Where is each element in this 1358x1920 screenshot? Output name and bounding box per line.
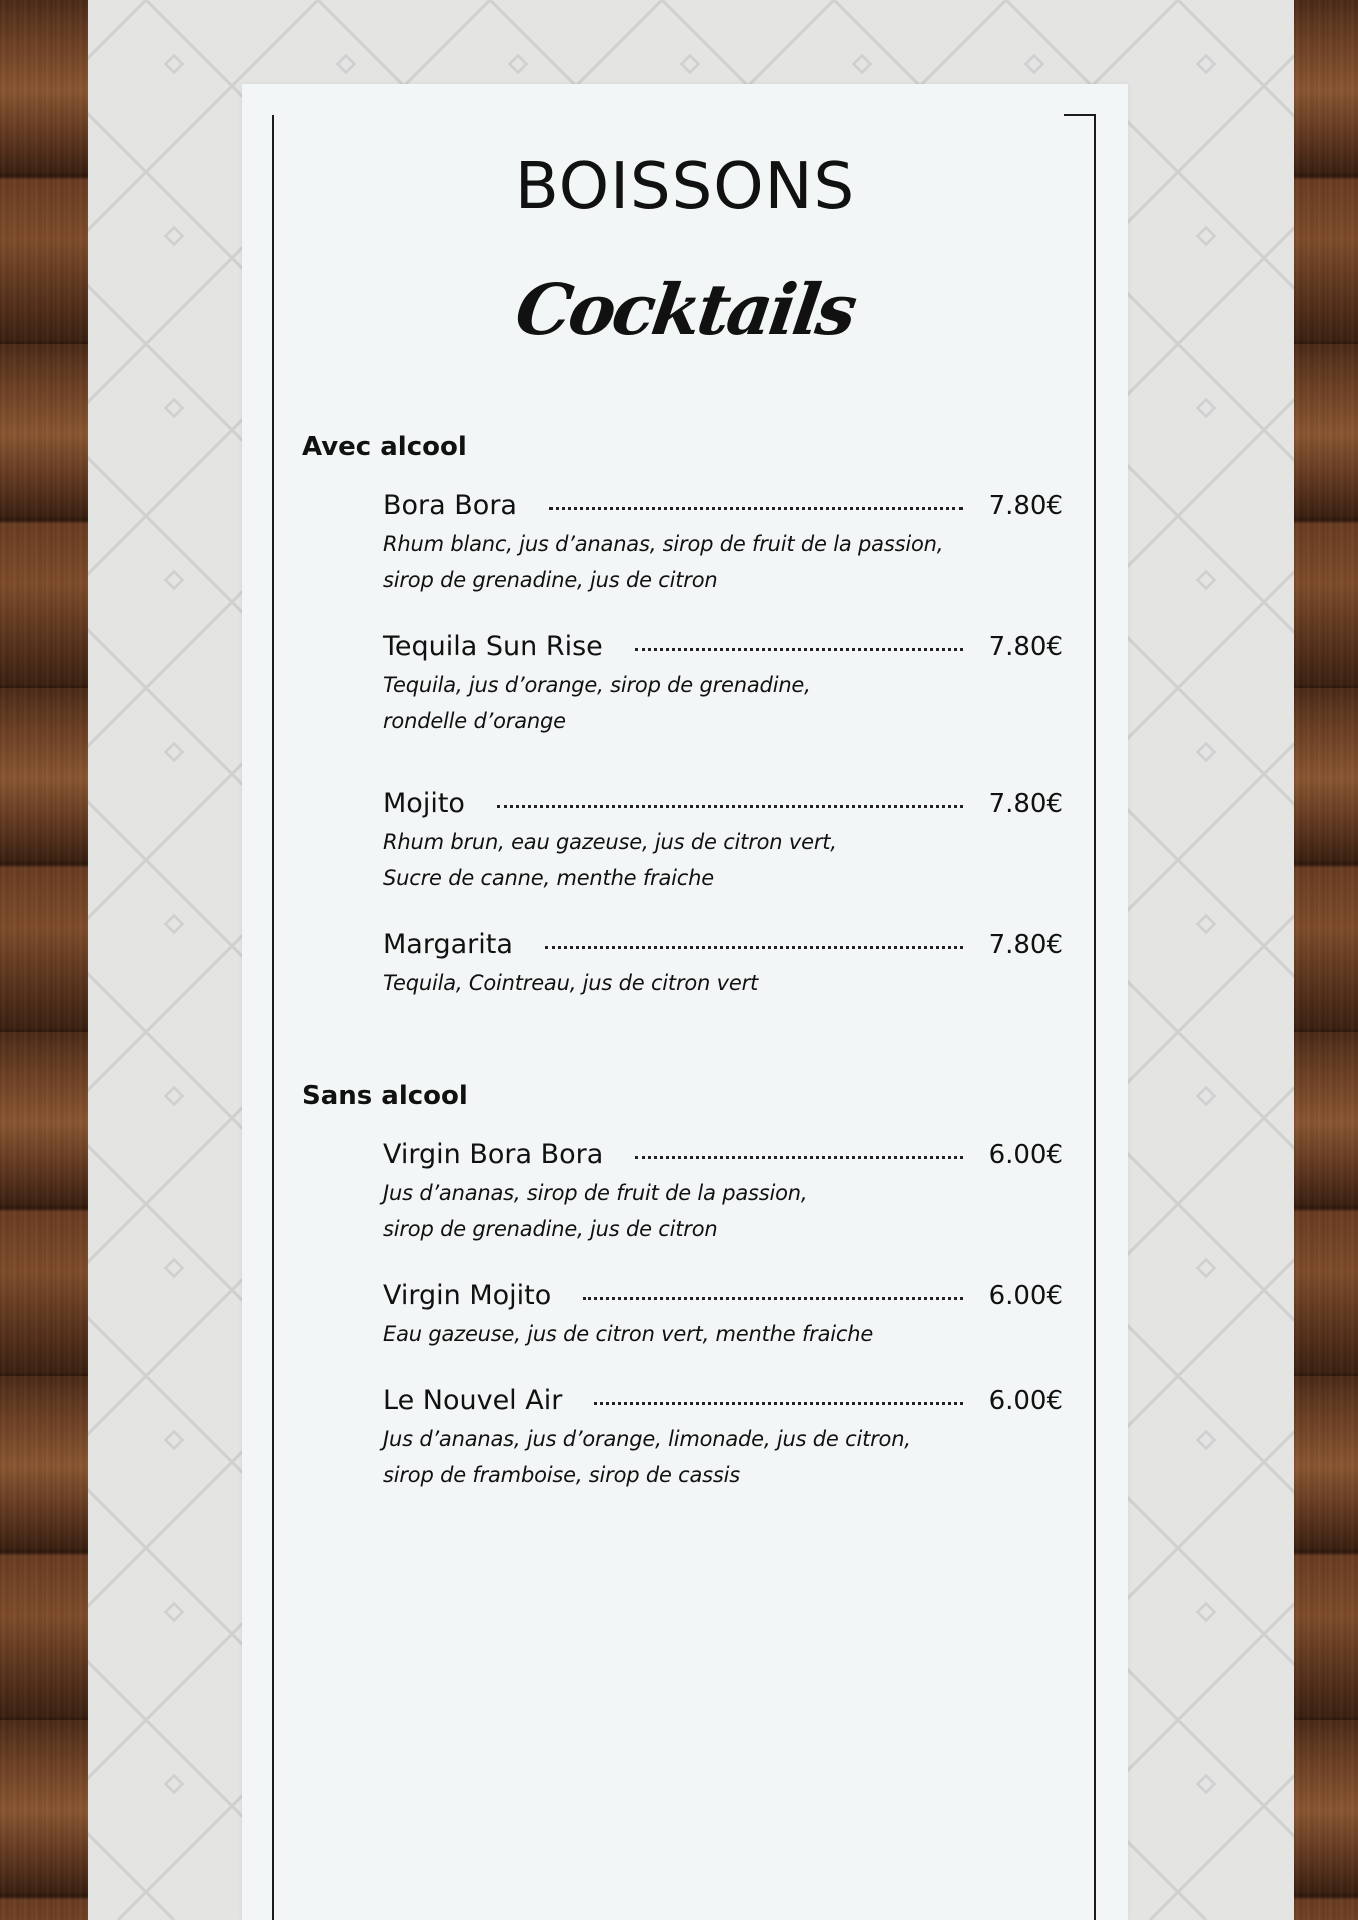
item-name: Virgin Bora Bora <box>383 1139 604 1170</box>
pattern-diamond <box>1198 400 1215 417</box>
item-name: Virgin Mojito <box>383 1280 552 1311</box>
item-description-line: Tequila, jus d’orange, sirop de grenadine, <box>383 673 811 697</box>
pattern-diamond <box>166 400 183 417</box>
menu-item <box>383 1385 1063 1493</box>
pattern-diamond <box>1198 1088 1215 1105</box>
pattern-line <box>1150 0 1294 1920</box>
item-price: 7.80€ <box>988 789 1063 819</box>
menu-title: BOISSONS <box>514 150 856 224</box>
pattern-diamond <box>166 1432 183 1449</box>
menu-item <box>383 1280 1063 1352</box>
pattern-diamond <box>1198 1260 1215 1277</box>
item-name: Mojito <box>383 788 465 819</box>
pattern-diamond <box>338 56 355 73</box>
pattern-diamond <box>166 1604 183 1621</box>
pattern-diamond <box>166 916 183 933</box>
pattern-diamond <box>1198 1604 1215 1621</box>
section-heading-sans-alcool: Sans alcool <box>302 1081 468 1111</box>
frame-line-left <box>272 115 274 1920</box>
menu-item <box>383 631 1063 739</box>
pattern-diamond <box>166 56 183 73</box>
pattern-diamond <box>1198 744 1215 761</box>
item-price: 7.80€ <box>988 491 1063 521</box>
item-price: 6.00€ <box>988 1281 1063 1311</box>
frame-line-right <box>1094 115 1096 1920</box>
item-description-line: Rhum brun, eau gazeuse, jus de citron vert, <box>383 830 837 854</box>
pattern-diamond <box>682 56 699 73</box>
dot-leader <box>545 946 963 949</box>
item-description-line: sirop de framboise, sirop de cassis <box>383 1463 741 1487</box>
menu-item <box>383 490 1063 598</box>
item-price: 6.00€ <box>988 1386 1063 1416</box>
pattern-diamond <box>166 228 183 245</box>
pattern-diamond <box>166 744 183 761</box>
pattern-diamond <box>166 1776 183 1793</box>
wood-background-left <box>0 0 88 1920</box>
item-description-line: Tequila, Cointreau, jus de citron vert <box>383 971 759 995</box>
menu-item <box>383 1139 1063 1247</box>
item-price: 7.80€ <box>988 930 1063 960</box>
item-description-line: Eau gazeuse, jus de citron vert, menthe fraiche <box>383 1322 874 1346</box>
pattern-line <box>88 0 146 1920</box>
pattern-diamond <box>166 572 183 589</box>
item-description-line: Rhum blanc, jus d’ananas, sirop de fruit de la passion, <box>383 532 944 556</box>
pattern-diamond <box>854 56 871 73</box>
pattern-diamond <box>1198 916 1215 933</box>
wood-background-right <box>1294 0 1358 1920</box>
item-name: Tequila Sun Rise <box>383 631 603 662</box>
dot-leader <box>583 1297 962 1300</box>
menu-card <box>242 84 1128 1920</box>
dot-leader <box>594 1402 962 1405</box>
pattern-diamond <box>166 1260 183 1277</box>
menu-item <box>383 788 1063 896</box>
item-description-line: sirop de grenadine, jus de citron <box>383 568 718 592</box>
section-heading-avec-alcool: Avec alcool <box>302 432 467 462</box>
menu-subtitle: Cocktails <box>510 268 860 351</box>
item-description-line: Jus d’ananas, jus d’orange, limonade, jus de citron, <box>383 1427 911 1451</box>
item-name: Le Nouvel Air <box>383 1385 563 1416</box>
pattern-diamond <box>1198 1776 1215 1793</box>
item-description-line: rondelle d’orange <box>383 709 566 733</box>
item-price: 7.80€ <box>988 632 1063 662</box>
pattern-diamond <box>1198 1432 1215 1449</box>
pattern-diamond <box>510 56 527 73</box>
frame-corner-tick <box>1064 114 1096 116</box>
dot-leader <box>635 648 963 651</box>
pattern-diamond <box>1026 56 1043 73</box>
dot-leader <box>635 1156 962 1159</box>
dot-leader <box>497 805 963 808</box>
item-name: Margarita <box>383 929 513 960</box>
item-description-line: sirop de grenadine, jus de citron <box>383 1217 718 1241</box>
item-description-line: Sucre de canne, menthe fraiche <box>383 866 714 890</box>
pattern-diamond <box>1198 572 1215 589</box>
item-name: Bora Bora <box>383 490 517 521</box>
item-price: 6.00€ <box>988 1140 1063 1170</box>
pattern-diamond <box>1198 228 1215 245</box>
pattern-diamond <box>166 1088 183 1105</box>
dot-leader <box>549 507 963 510</box>
menu-item <box>383 929 1063 1001</box>
pattern-line <box>88 0 174 1920</box>
item-description-line: Jus d’ananas, sirop de fruit de la passion, <box>383 1181 808 1205</box>
pattern-diamond <box>1198 56 1215 73</box>
